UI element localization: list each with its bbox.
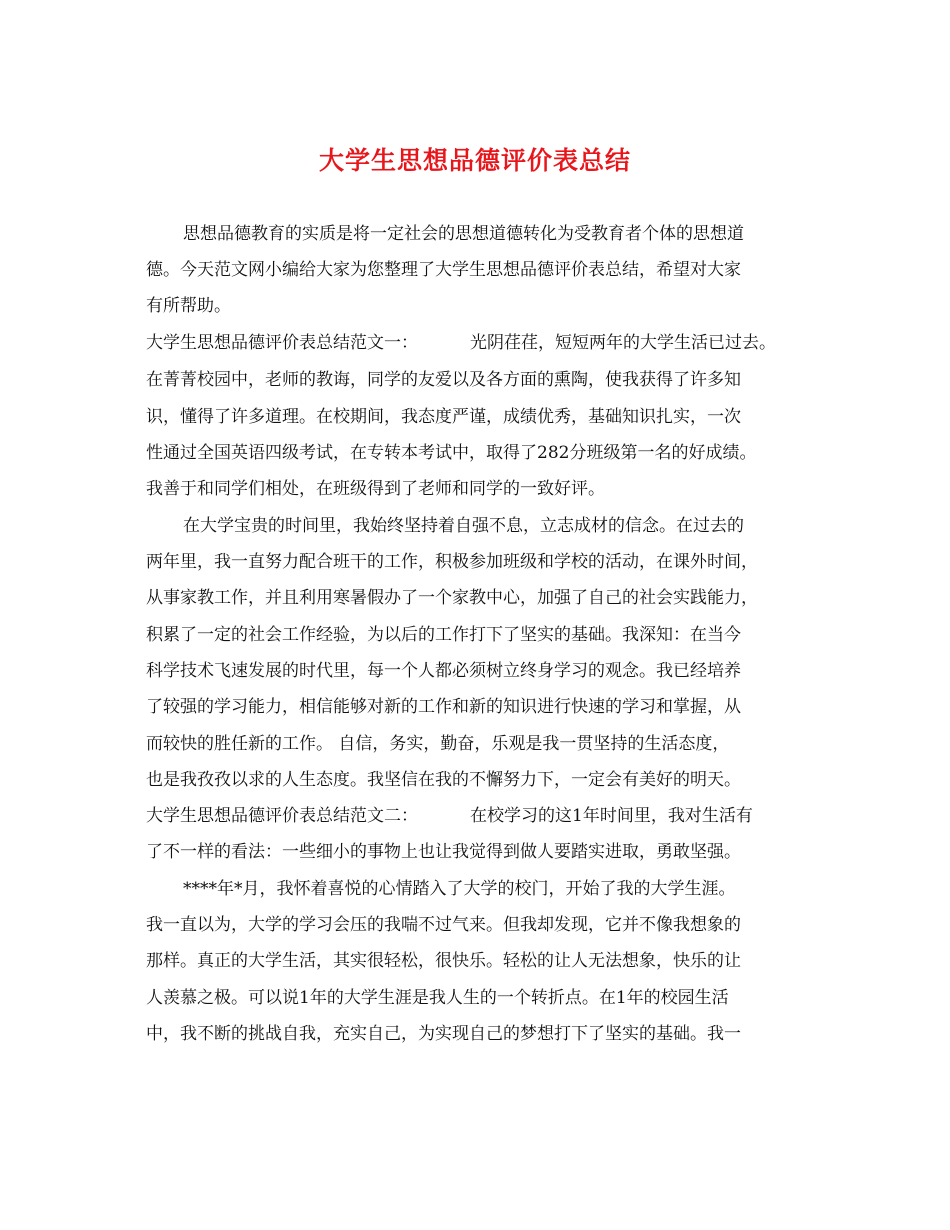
paragraph-line: 从事家教工作，并且利用寒暑假办了一个家教中心，加强了自己的社会实践能力， xyxy=(146,588,758,608)
section-heading-line xyxy=(146,331,818,355)
paragraph-text: 在校学习的这1年时间里，我对生活有 xyxy=(470,806,753,826)
paragraph-line: ****年*月，我怀着喜悦的心情踏入了大学的校门，开始了我的大学生涯。 xyxy=(183,879,736,899)
paragraph-line: 科学技术飞速发展的时代里，每一个人都必须树立终身学习的观念。我已经培养 xyxy=(146,661,741,681)
paragraph-line: 有所帮助。 xyxy=(146,296,231,316)
paragraph-line: 中，我不断的挑战自我，充实自己，为实现自己的梦想打下了坚实的基础。我一 xyxy=(146,1024,741,1044)
section-heading-2: 大学生思想品德评价表总结范文二： xyxy=(146,806,418,826)
section-heading-line xyxy=(146,804,818,828)
paragraph-line: 人羡慕之极。可以说1年的大学生涯是我人生的一个转折点。在1年的校园生活 xyxy=(146,988,729,1008)
paragraph-line: 两年里，我一直努力配合班干的工作，积极参加班级和学校的活动，在课外时间， xyxy=(146,552,758,572)
paragraph-line: 德。今天范文网小编给大家为您整理了大学生思想品德评价表总结，希望对大家 xyxy=(146,260,741,280)
paragraph-line: 在菁菁校园中，老师的教诲，同学的友爱以及各方面的熏陶，使我获得了许多知 xyxy=(146,370,741,390)
paragraph-line: 了较强的学习能力，相信能够对新的工作和新的知识进行快速的学习和掌握，从 xyxy=(146,697,741,717)
paragraph-text: 光阴荏荏，短短两年的大学生活已过去。 xyxy=(470,333,776,353)
paragraph-line: 识，懂得了许多道理。在校期间，我态度严谨，成绩优秀，基础知识扎实，一次 xyxy=(146,407,741,427)
paragraph-line: 在大学宝贵的时间里，我始终坚持着自强不息，立志成材的信念。在过去的 xyxy=(183,516,744,536)
paragraph-line: 而较快的胜任新的工作。 自信，务实，勤奋，乐观是我一贯坚持的生活态度， xyxy=(146,734,730,754)
paragraph-line: 性通过全国英语四级考试，在专转本考试中，取得了282分班级第一名的好成绩。 xyxy=(146,443,757,463)
section-heading-1: 大学生思想品德评价表总结范文一： xyxy=(146,333,418,353)
document-title: 大学生思想品德评价表总结 xyxy=(318,146,631,175)
paragraph-line: 我善于和同学们相处，在班级得到了老师和同学的一致好评。 xyxy=(146,479,605,499)
paragraph-line: 思想品德教育的实质是将一定社会的思想道德转化为受教育者个体的思想道 xyxy=(183,224,744,244)
paragraph-line: 也是我孜孜以求的人生态度。我坚信在我的不懈努力下，一定会有美好的明天。 xyxy=(146,770,741,790)
paragraph-line: 那样。真正的大学生活，其实很轻松，很快乐。轻松的让人无法想象，快乐的让 xyxy=(146,951,741,971)
paragraph-line: 我一直以为，大学的学习会压的我喘不过气来。但我却发现，它并不像我想象的 xyxy=(146,915,741,935)
paragraph-line: 积累了一定的社会工作经验，为以后的工作打下了坚实的基础。我深知：在当今 xyxy=(146,625,741,645)
paragraph-line: 了不一样的看法：一些细小的事物上也让我觉得到做人要踏实进取，勇敢坚强。 xyxy=(146,842,741,862)
